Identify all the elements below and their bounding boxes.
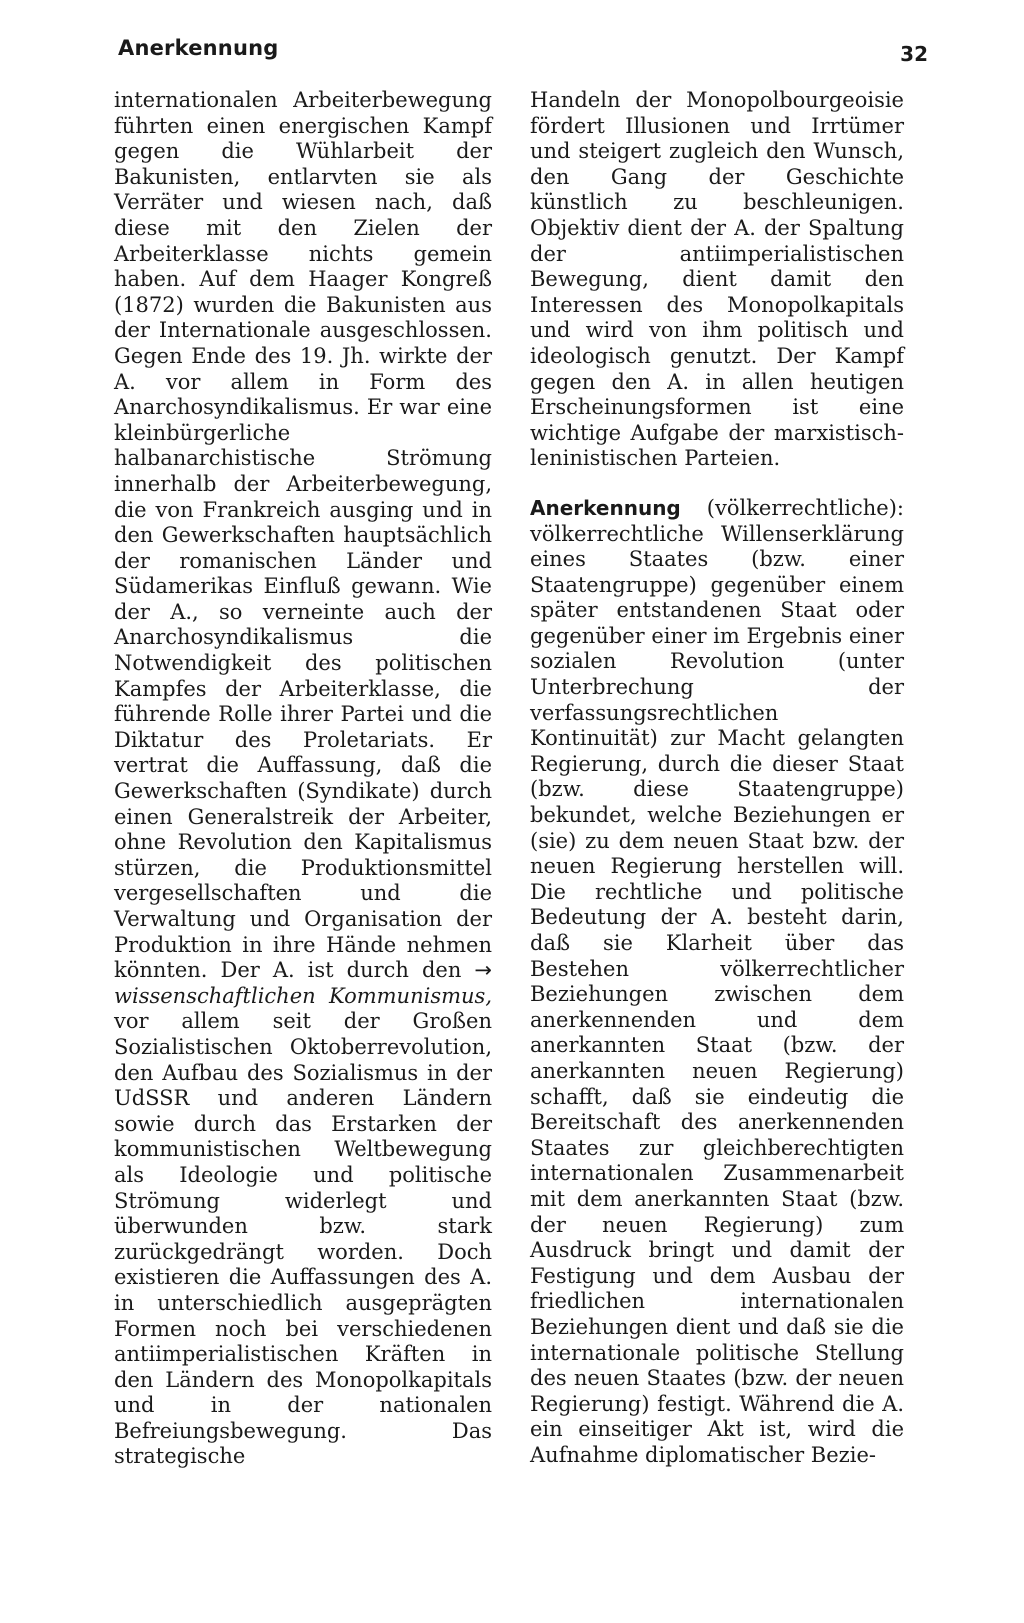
entry-text: völkerrechtliche Willenserklärung eines Staates (bzw. einer Staatengruppe) gegenüber einem später entstandenen Staat oder gegenüber einer im Ergebnis einer sozialen Revolution (unter Unterbrechung der verfassungsrechtlichen Kontinuität) zur Macht gelangten Regierung, durch die dieser Staat (bzw. diese Staatengruppe) bekundet, welche Beziehungen er (sie) zu dem neuen Staat bzw. der neuen Regierung herstellen will. Die rechtliche und politische Bedeutung der A. besteht darin, daß sie Klarheit über das Bestehen völkerrechtlicher Beziehungen zwischen dem anerkennenden und dem anerkannten Staat (bzw. der anerkannten neuen Regierung) schafft, daß sie eindeutig die Bereitschaft des anerkennenden Staates zur gleichberechtigten internationalen Zusammenarbeit mit dem anerkannten Staat (bzw. der neuen Regierung) zum Ausdruck bringt und damit der Festigung und dem Ausbau der friedlichen internationalen Beziehungen dient und daß sie die internationale politische Stellung des neuen Staates (bzw. der neuen Regierung) festigt. Während die A. ein einseitiger Akt ist, wird die Aufnahme diplomatischer Bezie-	[530, 521, 905, 1467]
left-column	[114, 88, 492, 1470]
running-head: Anerkennung	[118, 36, 279, 60]
page-number: 32	[900, 42, 928, 66]
cross-reference-arrow-icon: →	[474, 958, 492, 983]
dictionary-entry	[530, 496, 904, 1469]
paragraph	[114, 88, 492, 1470]
entry-qualifier: (völkerrechtliche):	[706, 495, 904, 520]
right-column	[530, 88, 904, 1468]
entry-lemma: Anerkennung	[530, 495, 681, 520]
paragraph-continuation: Handeln der Monopolbourgeoisie fördert Illusionen und Irrtümer und steigert zugleich den Wunsch, den Gang der Geschichte künstlich zu beschleunigen. Objektiv dient der A. der Spaltung der antiimperialistischen Bewegung, dient damit den Interessen des Monopolkapitals und wird von ihm politisch und ideologisch genutzt. Der Kampf gegen den A. in allen heutigen Erscheinungsformen ist eine wichtige Aufgabe der marxistisch-leninistischen Parteien.	[530, 88, 904, 471]
cross-reference-term: wissenschaftlichen Kommunismus,	[114, 983, 492, 1008]
left-text-part2: vor allem seit der Großen Sozialistischen Oktoberrevolution, den Aufbau des Sozialismus in der UdSSR und anderen Ländern sowie durch das Erstarken der kommunistischen Weltbewegung als Ideologie und politische Strömung widerlegt und überwunden bzw. stark zurückgedrängt worden. Doch existieren die Auffassungen des A. in unterschiedlich ausgeprägten Formen noch bei verschiedenen antiimperialistischen Kräften in den Ländern des Monopolkapitals und in der nationalen Befreiungsbewegung. Das strategische	[114, 1009, 492, 1469]
left-text-part1: internationalen Arbeiterbewegung führten einen energischen Kampf gegen die Wühlarbeit der Bakunisten, entlarvten sie als Verräter und wiesen nach, daß diese mit den Zielen der Arbeiterklasse nichts gemein haben. Auf dem Haager Kongreß (1872) wurden die Bakunisten aus der Internationale ausgeschlossen. Gegen Ende des 19. Jh. wirkte der A. vor allem in Form des Anarchosyndikalismus. Er war eine kleinbürgerliche halbanarchistische Strömung innerhalb der Arbeiterbewegung, die von Frankreich ausging und in den Gewerkschaften hauptsächlich der romanischen Länder und Südamerikas Einfluß gewann. Wie der A., so verneinte auch der Anarchosyndikalismus die Notwendigkeit des politischen Kampfes der Arbeiterklasse, die führende Rolle ihrer Partei und die Diktatur des Proletariats. Er vertrat die Auffassung, daß die Gewerkschaften (Syndikate) durch einen Generalstreik der Arbeiter, ohne Revolution den Kapitalismus stürzen, die Produktionsmittel vergesellschaften und die Verwaltung und Organisation der Produktion in ihre Hände nehmen könnten. Der A. ist durch den	[114, 88, 492, 983]
